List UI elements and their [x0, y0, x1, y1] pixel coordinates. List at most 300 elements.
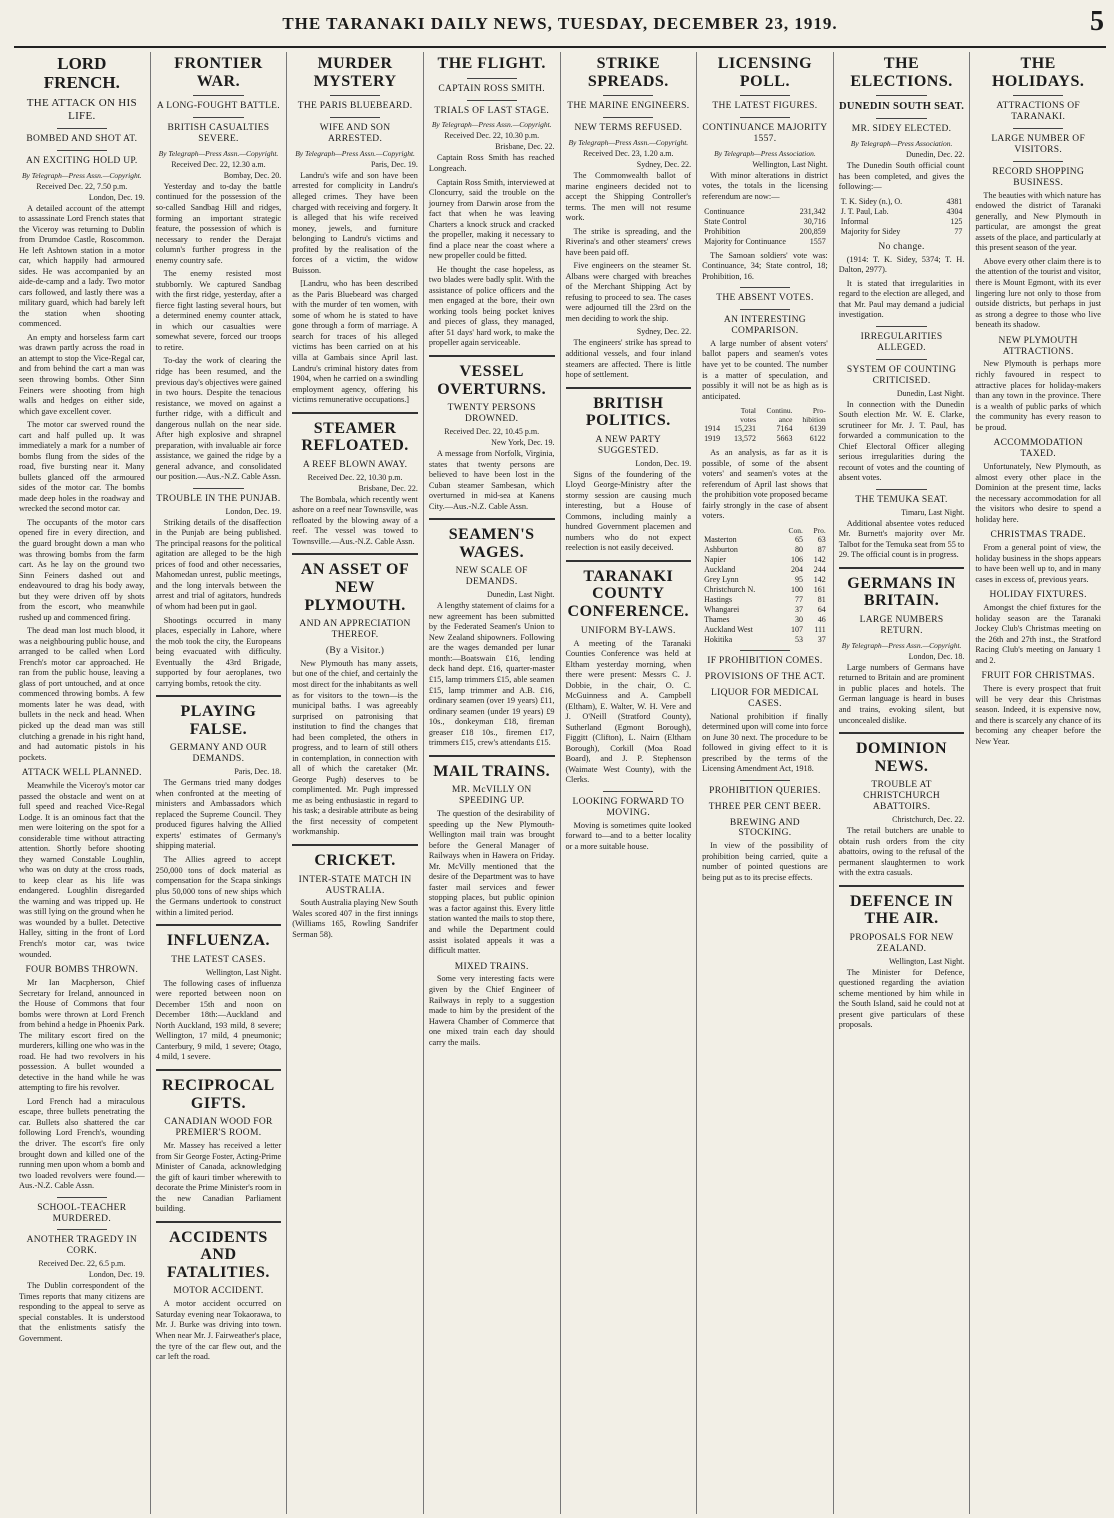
headline: THE ELECTIONS. — [850, 55, 953, 90]
paragraph: The Dunedin South official count has been completed, and gives the following:— — [838, 161, 965, 192]
table-cell: 142 — [813, 554, 826, 564]
table-row — [702, 545, 828, 555]
paragraph: The Samoan soldiers' vote was: Continuance, 34; State control, 18; Prohibition, 16. — [702, 250, 828, 281]
headline: THE FLIGHT. — [437, 55, 546, 72]
subheading: MOTOR ACCIDENT. — [173, 1286, 264, 1297]
masthead-title: THE TARANAKI DAILY NEWS, TUESDAY, DECEMBER 23, 1919. — [282, 14, 838, 33]
paragraph: A motor accident occurred on Saturday evening near Tokaorawa, to Mr. J. Burke was driving into town. When near Mr. J. Fairweather's place, the tyre of the car flew out, and the car left the road. — [155, 1299, 282, 1362]
headline: BRITISH POLITICS. — [585, 394, 671, 430]
column-5 — [561, 52, 698, 1514]
table-cell: 100 — [790, 584, 803, 594]
table-row — [702, 635, 828, 645]
dateline: Sydney, Dec. 22. — [636, 327, 692, 337]
column-header: Total — [740, 406, 756, 416]
table-cell: Hastings — [704, 594, 733, 604]
electorate-rows — [702, 535, 828, 645]
paragraph: The Germans tried many dodges when confronted at the meeting of ministers and Ambassadors which replaced the Supreme Council. They produced figures halving the Allied experts' estimates of Germany's shipping material. — [155, 778, 282, 851]
byline: By Telegraph—Press Assn.—Copyright. — [841, 640, 962, 650]
table-header-row — [702, 415, 828, 424]
headline: RECIPROCAL GIFTS. — [162, 1076, 275, 1112]
divider — [1013, 128, 1063, 129]
paragraph: There is every prospect that fruit will be very dear this Christmas season. Indeed, it is expensive now, and there is scarcely any chance of its becoming any cheaper before the New Year. — [975, 684, 1101, 746]
dateline: Dunedin, Last Night. — [486, 590, 555, 600]
divider — [292, 553, 418, 555]
headline: MURDER MYSTERY — [313, 55, 397, 90]
subheading: CONTINUANCE MAJORITY 1557. — [702, 123, 828, 145]
subheading: CAPTAIN ROSS SMITH. — [438, 83, 545, 94]
subheading: UNIFORM BY-LAWS. — [580, 625, 676, 636]
column-header: Continu. — [766, 406, 793, 416]
column-header: ance — [778, 415, 793, 425]
subheading: CHRISTMAS TRADE. — [990, 530, 1086, 541]
headline: TARANAKI COUNTY CONFERENCE. — [567, 567, 690, 621]
table-row — [702, 555, 828, 565]
paragraph: The occupants of the motor cars opened fire in every direction, and the guard brought down a man who was throwing bombs from the farm cart. As he lay on the ground two Sinn Feiners dashed out and endeavoured to drag his body away, but they were driven off by shots from the escort, who meanwhile rushed up and commenced firing. — [19, 517, 145, 622]
paragraph: As an analysis, as far as it is possible, of some of the absent voters' and seamen's votes at the referendum of April last shows that the prohibition vote proposed became fairly strongly in the case of absent voters. — [702, 448, 828, 521]
paragraph: An empty and horseless farm cart was drawn partly across the road in an attempt to stop the Vice-Regal car, and from behind the cart a man was seen throwing bombs. Other Sinn Feiners were shooting from high walls and hedges on either side, which gave excellent cover. — [19, 332, 145, 416]
paragraph: New Plymouth is perhaps more richly favoured in respect to attractive places for holiday-makers than any town in the province. There is a wealth of public parks of which the community has every reason to be proud. — [975, 359, 1101, 432]
table-row — [839, 227, 965, 237]
subheading: THE TEMUKA SEAT. — [855, 494, 948, 505]
subheading: BREWING AND STOCKING. — [729, 817, 800, 839]
divider — [603, 95, 653, 96]
column-header: votes — [740, 415, 756, 425]
subheading: LARGE NUMBERS RETURN. — [859, 615, 944, 636]
subheading: NEW SCALE OF DEMANDS. — [455, 566, 528, 588]
byline: By Telegraph—Press Assn.—Copyright. — [21, 170, 142, 180]
divider — [156, 924, 282, 926]
paragraph: National prohibition if finally determined upon will come into force on June 30 next. The procedure to be followed in giving effect to it is prescribed by the terms of the Licensing Amendment Act, 1918. — [702, 711, 828, 774]
paragraph: With minor alterations in district votes, the totals in the licensing referendum are now:— — [702, 170, 828, 202]
column-2 — [151, 52, 288, 1514]
divider — [603, 117, 653, 118]
headline: AN ASSET OF NEW PLYMOUTH. — [300, 561, 410, 614]
table-cell: Napier — [704, 554, 726, 564]
dateline: London, Dec. 19. — [88, 192, 145, 202]
result-value: 30,716 — [803, 216, 826, 226]
paragraph: [Landru, who has been described as the Paris Bluebeard was charged with the murder of ten women, with some of whom he is stated to have gone through a form of marriage. A search for traces of his alleged victims has been carried on at his villa at Gambais since April last. Landru's criminal history dates from 1904, when he carried on a swindling employment agency, offering his victims remunerative occupations.] — [292, 279, 418, 405]
table-cell: 37 — [794, 604, 803, 614]
column-header: hibition — [802, 415, 826, 425]
divider — [876, 95, 926, 96]
dateline: London, Dec. 18. — [908, 651, 965, 661]
paragraph: South Australia playing New South Wales scored 407 in the first innings (Williams 165, Rowling Sandrifer Serman 58). — [292, 898, 418, 940]
divider — [603, 791, 653, 792]
divider — [57, 128, 107, 129]
subheading: ATTRACTIONS OF TARANAKI. — [996, 101, 1080, 123]
table-cell: 7164 — [776, 424, 793, 434]
paragraph: It is stated that irregularities in regard to the election are alleged, and that Mr. Paul may demand a judicial investigation. — [838, 278, 965, 320]
subheading: TROUBLE AT CHRISTCHURCH ABATTOIRS. — [863, 780, 941, 813]
paragraph: The beauties with which nature has endowed the district of Taranaki generally, and New Plymouth in particular, are amongst the great assets of the place, and particularly at this present season of the year. — [975, 190, 1101, 253]
received-line: Received Dec. 22, 10.30 p.m. — [307, 472, 403, 482]
received-line: Received Dec. 22, 12.30 a.m. — [171, 159, 266, 169]
headline: GERMANS IN BRITAIN. — [847, 574, 956, 610]
paragraph: Captain Ross Smith, interviewed at Cloncurry, said the trouble on the journey from Darwin arose from the fact that when he was leaving Charters a knock struck and cracked the propeller, making it necessary to find a place near the coast where a new propeller could be fitted. — [428, 177, 555, 261]
divider — [740, 287, 790, 288]
table-cell: Auckland West — [704, 624, 753, 634]
divider — [292, 412, 418, 414]
table-cell: 81 — [817, 594, 826, 604]
paragraph: The Minister for Defence, questioned regarding the aviation scheme mentioned by him while in the South Island, said he could not at present give particulars of these proposals. — [838, 967, 965, 1030]
result-label: Continuance — [704, 206, 745, 216]
divider — [57, 150, 107, 151]
byline: By Telegraph—Press Assn.—Copyright. — [431, 120, 552, 130]
divider — [330, 117, 380, 118]
columns — [14, 52, 1106, 1514]
subheading: PROHIBITION QUERIES. — [709, 785, 821, 796]
column-header: Pro- — [812, 406, 826, 416]
subheading: A LONG-FOUGHT BATTLE. — [156, 101, 280, 112]
received-line: Received Dec. 22, 10.30 p.m. — [444, 131, 540, 141]
divider — [876, 359, 926, 360]
paragraph: The dead man lost much blood, it was a neighbouring public house, and arranged to be called when Lord French's motor car approached. He ran from the public house, leaving a glass of port untouched, and at once commenced throwing bombs. A few moments later he was dead, with bullets in the neck and head. When picked up the dead man was still clutching a grenade in his right hand, and had automatic pistols in his pockets. — [19, 626, 145, 762]
result-value: 200,859 — [799, 226, 826, 236]
electorate-votes-table — [702, 526, 828, 645]
divider — [1013, 95, 1063, 96]
divider — [740, 117, 790, 118]
table-cell: 37 — [817, 634, 826, 644]
divider — [467, 78, 517, 79]
paragraph: The Allies agreed to accept 250,000 tons of dock material as compensation for the Scapa sinkings plus 50,000 tons of new ships which the Germans undertook to construct within a limited period. — [155, 855, 282, 917]
headline: FRONTIER WAR. — [174, 55, 263, 90]
table-row — [702, 227, 828, 237]
paragraph: A large number of absent voters' ballot papers and seamen's votes have yet to be counted. The number is a matter of speculation, and possibly it will not be as high as is anticipated. — [702, 338, 828, 401]
subheading: LIQUOR FOR MEDICAL CASES. — [711, 687, 819, 709]
majority-label: Majority for Sidey — [840, 226, 901, 236]
table-cell: Grey Lynn — [704, 574, 739, 584]
byline: By Telegraph—Press Association. — [850, 139, 953, 149]
table-cell: 80 — [794, 544, 803, 554]
table-row — [702, 565, 828, 575]
divider — [740, 650, 790, 651]
table-cell: Auckland — [704, 564, 736, 574]
divider — [429, 355, 555, 357]
paragraph: Landru's wife and son have been arrested for complicity in Landru's alleged crimes. They have been charged with receiving and forgery. It is alleged that his wife received money, jewels, and furniture belonging to Landru's victims and profited by the realisation of the forces of a victim, the widow Buisson. — [292, 170, 418, 275]
table-cell: 87 — [817, 544, 826, 554]
table-cell: 6139 — [809, 424, 826, 434]
headline: STEAMER REFLOATED. — [301, 419, 409, 455]
subheading: FOUR BOMBS THROWN. — [25, 965, 139, 976]
divider — [876, 326, 926, 327]
headline: DOMINION NEWS. — [856, 740, 948, 775]
table-cell: 244 — [813, 564, 826, 574]
result-label: Prohibition — [704, 226, 741, 236]
subheading: ATTACK WELL PLANNED. — [21, 768, 142, 779]
table-row — [702, 585, 828, 595]
subheading: NEW TERMS REFUSED. — [574, 123, 683, 134]
table-cell: 77 — [794, 594, 803, 604]
divider — [740, 309, 790, 310]
paragraph: Some very interesting facts were given by the Chief Engineer of Railways in reply to a suggestion made to him by the president of the Hawera Chamber of Commerce that one mixed train each day should carry the mails. — [428, 974, 555, 1047]
paragraph: The Bombala, which recently went ashore on a reef near Townsville, was refloated by the blowing away of a reef. The vessel was towed to Townsville.—Aus.-N.Z. Cable Assn. — [292, 494, 418, 546]
table-cell: 1914 — [704, 424, 721, 434]
headline: INFLUENZA. — [166, 932, 271, 950]
paragraph: (1914: T. K. Sidey, 5374; T. H. Dalton, 2977). — [838, 254, 965, 275]
election-results-table — [839, 197, 965, 237]
headline: LICENSING POLL. — [717, 55, 813, 90]
paragraph: Lord French had a miraculous escape, three bullets penetrating the car. Bullets also shattered the car following Lord French's, wounding the driver. The escort's fire only brought down and killed one of the running men upon whom a bomb and two loaded revolvers were found.—Aus.-N.Z. Cable Assn. — [19, 1096, 145, 1191]
dateline: Christchurch, Dec. 22. — [892, 815, 965, 825]
subheading: RECORD SHOPPING BUSINESS. — [992, 166, 1085, 188]
dateline: Wellington, Last Night. — [889, 956, 965, 966]
table-cell: 64 — [817, 604, 826, 614]
paragraph: Captain Ross Smith has reached Longreach. — [428, 153, 555, 173]
subheading: THE LATEST CASES. — [171, 954, 266, 965]
subheading: IRREGULARITIES ALLEGED. — [860, 331, 943, 353]
headline: VESSEL OVERTURNS. — [437, 363, 547, 398]
dateline: London, Dec. 19. — [225, 506, 282, 516]
headline: MAIL TRAINS. — [433, 762, 551, 780]
table-cell: 161 — [813, 584, 826, 594]
subheading: MIXED TRAINS. — [454, 961, 529, 972]
paragraph: A detailed account of the attempt to assassinate Lord French states that the Viceroy was returning to Dublin from Drumdoe Castle, Roscommon. He left Ashtown station in a motor car, which happily had armoured sides. He was accompanied by an aide-de-camp and a lady. Two motor cars followed, and lastly there was a military guard, which had barely left the station when shooting commenced. — [19, 203, 145, 329]
absent-votes-table — [702, 406, 828, 444]
table-cell: 65 — [794, 534, 803, 544]
subheading: THREE PER CENT BEER. — [708, 801, 822, 812]
divider — [740, 95, 790, 96]
referendum-results-table — [702, 207, 828, 247]
received-line: Received Dec. 22, 6.5 p.m. — [38, 1259, 126, 1269]
subheading: PROPOSALS FOR NEW ZEALAND. — [849, 932, 954, 954]
table-row — [702, 535, 828, 545]
table-cell: Christchurch N. — [704, 584, 756, 594]
subheading: SCHOOL-TEACHER MURDERED. — [37, 1202, 127, 1224]
column-4 — [424, 52, 561, 1514]
divider — [156, 1069, 282, 1071]
result-label: State Control — [704, 216, 747, 226]
dateline: Dunedin, Last Night. — [896, 388, 965, 398]
paragraph: The retail butchers are unable to obtain rush orders from the city abattoirs, owing to the refusal of the permanent slaughtermen to work with the extra casuals. — [838, 826, 965, 878]
divider — [156, 1221, 282, 1223]
table-header-row — [702, 526, 828, 535]
subheading: AND AN APPRECIATION THEREOF. — [299, 619, 411, 641]
divider — [57, 1197, 107, 1198]
received-line: Received Dec. 22, 7.50 p.m. — [36, 181, 128, 191]
headline: THE HOLIDAYS. — [991, 55, 1085, 90]
received-line: Received Dec. 23, 1.20 a.m. — [583, 149, 674, 159]
headline: ACCIDENTS AND FATALITIES. — [167, 1228, 270, 1281]
table-cell: 106 — [790, 554, 803, 564]
paragraph: A message from Norfolk, Virginia, states that twenty persons are believed to have been lost in the Cuban steamer Sambesan, which overturned in mid-sea at Kanens City.—Aus.-N.Z. Cable Assn. — [428, 449, 555, 511]
page-number: 5 — [1090, 6, 1104, 37]
subheading: HOLIDAY FIXTURES. — [989, 590, 1087, 601]
note: No change. — [878, 241, 925, 252]
result-value: 125 — [950, 216, 963, 226]
subheading: IF PROHIBITION COMES. — [707, 655, 823, 666]
paragraph: The Dublin correspondent of the Times reports that many citizens are responding to the appeal to serve as special constables. It is understood that the enlistments satisfy the Government. — [19, 1281, 145, 1343]
table-row — [702, 207, 828, 217]
table-cell: 1919 — [704, 434, 721, 444]
result-value: 231,342 — [799, 206, 826, 216]
subheading: (By a Visitor.) — [325, 646, 385, 657]
divider — [57, 1229, 107, 1230]
divider — [566, 560, 692, 562]
table-cell: 6122 — [809, 434, 826, 444]
dateline: Bombay, Dec. 20. — [223, 170, 282, 180]
subheading: GERMANY AND OUR DEMANDS. — [169, 743, 267, 765]
subheading: THE ABSENT VOTES. — [716, 293, 814, 304]
paragraph: Striking details of the disaffection in the Punjab are being published. The principal reasons for the political agitation are alleged to be the high prices of food and other necessaries, Mahomedan unrest, public meetings, and the long intervals between the arrest and trial of agitators, hundreds of whom had been put in gaol. — [155, 517, 282, 611]
byline: By Telegraph—Press Assn.—Copyright. — [158, 148, 279, 158]
paragraph: Unfortunately, New Plymouth, as almost every other place in the Dominion at the present time, lacks the necessary accommodation for all the visitors who desire to spend a holiday here. — [975, 462, 1101, 524]
table-cell: 107 — [790, 624, 803, 634]
table-row — [702, 575, 828, 585]
headline: SEAMEN'S WAGES. — [448, 526, 535, 561]
subheading: TWENTY PERSONS DROWNED. — [447, 403, 536, 425]
headline: PLAYING FALSE. — [180, 703, 257, 738]
paragraph: The motor car swerved round the cart and half pulled up. It was immediately a mark for a number of bombs flung from the sides of the road, five bursting near it. Many bullets glanced off the armoured sides of the motor car. The bombs made deep holes in the roadway and wrecked the second motor car. — [19, 420, 145, 514]
subheading: LOOKING FORWARD TO MOVING. — [572, 797, 685, 818]
paragraph: Moving is sometimes quite looked forward to—and to a better locality or a more suitable house. — [565, 820, 692, 851]
paragraph: He thought the case hopeless, as two blades were badly split. With the assistance of police officers and the men engaged at the bore, their own working tools being pocket knives and pieces of glass, they managed, after 51 days' hard work, to make the propeller again serviceable. — [428, 264, 555, 348]
column-1 — [14, 52, 151, 1514]
majority-label: Majority for Continuance — [704, 236, 786, 246]
headline: CRICKET. — [314, 851, 396, 869]
result-label: Informal — [840, 216, 869, 226]
divider — [429, 518, 555, 520]
subheading: TRIALS OF LAST STAGE. — [434, 105, 549, 116]
divider — [876, 118, 926, 119]
subheading: WIFE AND SON ARRESTED. — [319, 123, 391, 145]
column-6 — [697, 52, 834, 1514]
byline: By Telegraph—Press Assn.—Copyright. — [295, 148, 415, 158]
table-cell: Ashburton — [704, 544, 738, 554]
majority-value: 1557 — [809, 236, 826, 246]
table-row — [702, 625, 828, 635]
divider — [839, 885, 965, 887]
paragraph: A lengthy statement of claims for a new agreement has been submitted by the Federated Seamen's Union to New Zealand shipowners. Following are the wages demanded per lunar month:—Boatswain £16, lending deck hand dept. £16, quarter-master £15, lamp trimmers £15, able seamen £15, lamp trimmer and A.B. £16, ordinary seamen (over 19 years) £11, ordinary seamen (under 19 years) £9 10s., donkeyman £18, fireman greaser £18 10s., firemen £17, trimmers £15, crew's attendants £15. — [428, 601, 555, 748]
subheading: THE ATTACK ON HIS LIFE. — [26, 97, 137, 123]
paragraph: The question of the desirability of speeding up the New Plymouth-Wellington mail train was brought before the General Manager of Railways when in Hawera on Friday. Mr. McVilly mentioned that the desire of the Department was to have faster mail services and fewer stopping places, but public opinion was a factor against this. Every little station wanted the mails to stop there, and while the Department could assist isolated appeals it was a difficult matter. — [428, 809, 555, 956]
dateline: Wellington, Last Night. — [205, 967, 282, 977]
table-cell: Whangarei — [704, 604, 740, 614]
column-3 — [287, 52, 424, 1514]
dateline: Brisbane, Dec. 22. — [495, 142, 555, 152]
column-7 — [834, 52, 971, 1514]
table-cell: Masterton — [704, 534, 737, 544]
table-row — [839, 207, 965, 217]
result-label: T. K. Sidey (n.), O. — [840, 196, 903, 206]
subheading: ANOTHER TRAGEDY IN CORK. — [26, 1235, 138, 1257]
subheading: SYSTEM OF COUNTING CRITICISED. — [846, 364, 957, 386]
table-cell: 30 — [794, 614, 803, 624]
dateline: Sydney, Dec. 22. — [636, 160, 692, 170]
table-row — [702, 424, 828, 434]
table-cell: 5663 — [776, 434, 793, 444]
subheading: NEW PLYMOUTH ATTRACTIONS. — [998, 335, 1078, 357]
paragraph: Signs of the foundering of the Lloyd George-Ministry after the stormy session are causing much interesting, but a House of Commons, including mainly a hundred Government placemen and numbers who do not expect reelection is not easily deceived. — [565, 469, 692, 553]
divider — [1013, 161, 1063, 162]
table-cell: 111 — [814, 624, 826, 634]
divider — [193, 488, 243, 489]
paragraph: The following cases of influenza were reported between noon on December 15th and noon on December 18th:—Auckland and North Auckland, 193 mild, 8 severe; Wellington, 17 mild, 4 pneumonic; Canterbury, 9 mild, 1 severe; Otago, 4 mild, 1 severe. — [155, 978, 282, 1062]
subheading: THE MARINE ENGINEERS. — [567, 101, 690, 112]
subheading: MR. SIDEY ELECTED. — [851, 124, 952, 135]
majority-value: 77 — [954, 226, 963, 236]
subheading: DUNEDIN SOUTH SEAT. — [838, 101, 965, 113]
paragraph: The Commonwealth ballot of marine engineers decided not to accept the Shipping Controller's terms. The men will not resume work. — [565, 171, 692, 223]
dateline: Timaru, Last Night. — [901, 507, 965, 517]
paragraph: Five engineers on the steamer St. Albans were charged with breaches of the Merchant Shipping Act by refusing to proceed to sea. The cases were adjourned till the 23rd on the men deciding to work the ship. — [565, 261, 692, 323]
column-8 — [970, 52, 1106, 1514]
table-cell: Hokitika — [704, 634, 733, 644]
headline: LORD FRENCH. — [43, 54, 120, 92]
subheading: MR. McVILLY ON SPEEDING UP. — [451, 785, 532, 807]
table-row — [839, 197, 965, 207]
divider — [330, 95, 380, 96]
subheading: THE LATEST FIGURES. — [712, 101, 818, 112]
paragraph: A meeting of the Taranaki Counties Conference was held at Eltham yesterday morning, when there were present: Messrs C. J. Dobbie, in the chair, O. C. McGuinness and A. Campbell (Eltham), E. Walter, W. H. Vere and J. O'Neill (Stratford County), Sutherland (Egmont Borough), Figgitt (Clifton), L. Nairn (Eltham Borough), Corkill (Moa Road Board), and J. P. Stephenson (Waimate West County), with the Clerks. — [565, 638, 692, 785]
divider — [467, 100, 517, 101]
table-cell: 63 — [817, 534, 826, 544]
subheading: CANADIAN WOOD FOR PREMIER'S ROOM. — [164, 1117, 273, 1139]
dateline: Dunedin, Dec. 22. — [905, 150, 965, 160]
result-value: 4304 — [946, 206, 963, 216]
subheading: INTER-STATE MATCH IN AUSTRALIA. — [298, 874, 412, 896]
divider — [429, 755, 555, 757]
subheading: PROVISIONS OF THE ACT. — [704, 671, 826, 682]
headline: STRIKE SPREADS. — [587, 55, 669, 90]
table-row — [702, 605, 828, 615]
divider — [156, 695, 282, 697]
column-header: Pro. — [813, 525, 826, 535]
column-header: Con. — [788, 525, 803, 535]
result-label: J. T. Paul, Lab. — [840, 206, 889, 216]
masthead — [14, 2, 1106, 48]
paragraph: Yesterday and to-day the battle continued for the possession of the so-called Sandbag Hill and ridges, forming an important strategic feature, the possession of which is necessary to render the Derajat column's further progress in the enemy country safe. — [155, 181, 282, 265]
divider — [876, 489, 926, 490]
paragraph: Mr. Massey has received a letter from Sir George Foster, Acting-Prime Minister of Canada, acknowledging the gift of kauri timber wherewith to decorate the Prime Minister's room in the new Canadian Parliament building. — [155, 1140, 282, 1214]
paragraph: Large numbers of Germans have returned to Britain and are prominent in public places and hotels. The German language is heard in buses and trains, evoking silent, but unconcealed dislike. — [838, 662, 965, 725]
paragraph: Shootings occurred in many places, especially in Lahore, where the mob took the city, the Europeans being evacuated with difficulty. Eventually the 43rd Brigade, supported by four aeroplanes, two carrying bombs, retook the city. — [155, 615, 282, 688]
dateline: London, Dec. 19. — [635, 458, 692, 468]
divider — [566, 387, 692, 389]
paragraph: In connection with the Dunedin South election Mr. W. E. Clarke, scrutineer for Mr. J. T. Paul, has forwarded a communication to the Chief Electoral Officer alleging serious irregularities during the recount of votes and the counting of absent votes. — [838, 399, 965, 483]
received-line: Received Dec. 22, 10.45 p.m. — [444, 427, 540, 437]
divider — [292, 844, 418, 846]
table-cell: 46 — [817, 614, 826, 624]
table-cell: 15,231 — [734, 424, 756, 434]
subheading: THE PARIS BLUEBEARD. — [297, 101, 413, 112]
divider — [193, 95, 243, 96]
subheading: AN INTERESTING COMPARISON. — [723, 315, 806, 336]
table-cell: 142 — [813, 574, 826, 584]
paragraph: The enemy resisted most stubbornly. We captured Sandbag with the first ridge, yesterday, after a fierce fight lasting several hours, but a determined enemy counter attack, in which our casualties were somewhat severe, forced our troops to retire. — [155, 269, 282, 352]
subheading: BOMBED AND SHOT AT. — [26, 133, 138, 144]
paragraph: Above every other claim there is to the attention of the tourist and visitor, there is Mount Egmont, with its ever lingering lure not only to those from outside districts, but perhaps in just as strong a degree to those who live beneath its shadow. — [975, 256, 1101, 330]
paragraph: Additional absentee votes reduced Mr. Burnett's majority over Mr. Talbot for the Temuka seat from 55 to 29. The official count is in progress. — [838, 518, 965, 560]
table-row — [702, 615, 828, 625]
result-value: 4381 — [946, 196, 963, 206]
table-cell: 13,572 — [734, 434, 756, 444]
subheading: A NEW PARTY SUGGESTED. — [595, 434, 662, 456]
divider — [193, 117, 243, 118]
subheading: AN EXCITING HOLD UP. — [26, 155, 138, 166]
table-header-row — [702, 406, 828, 415]
table-row — [702, 237, 828, 247]
dateline: London, Dec. 19. — [88, 1270, 145, 1280]
table-cell: Thames — [704, 614, 730, 624]
divider — [839, 567, 965, 569]
dateline: Brisbane, Dec. 22. — [358, 483, 418, 493]
paragraph: Amongst the chief fixtures for the holiday season are the Taranaki Jockey Club's Christmas meeting on the 26th and 27th inst., the Stratford Racing Club's meeting on January 1 and 2. — [975, 603, 1101, 665]
subheading: FRUIT FOR CHRISTMAS. — [981, 671, 1095, 682]
table-cell: 95 — [794, 574, 803, 584]
paragraph: The strike is spreading, and the Riverina's and other steamers' crews have been paid off. — [565, 226, 692, 257]
table-row — [702, 217, 828, 227]
paragraph: In view of the possibility of prohibition being carried, quite a number of pointed questions are being put as to its precise effects. — [702, 841, 828, 882]
